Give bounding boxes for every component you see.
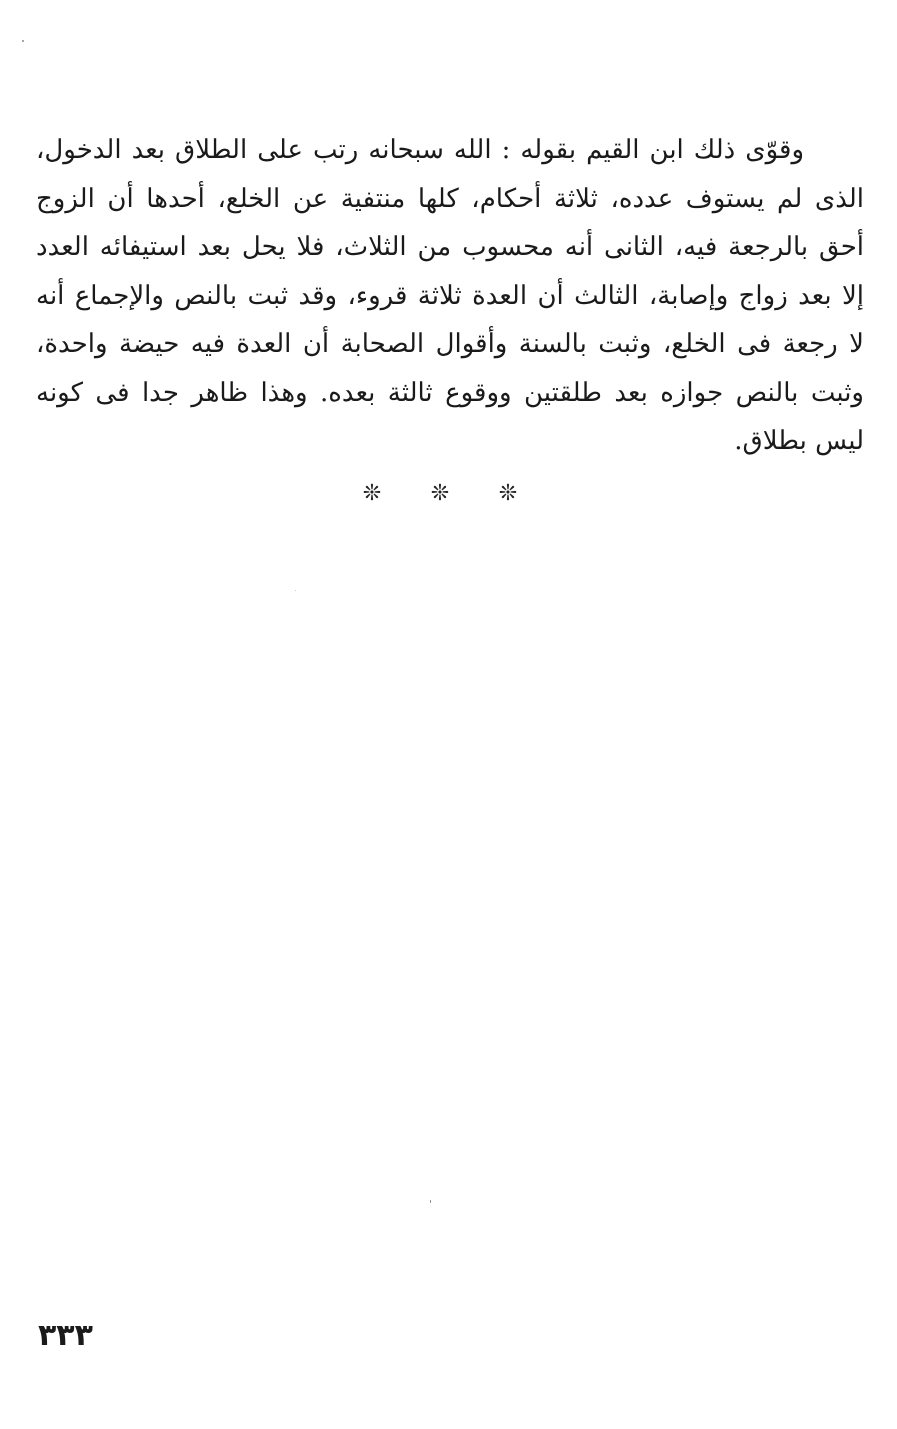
asterism-mark: ❊ [362,480,382,506]
paragraph-line: لا رجعة فى الخلع، وثبت بالسنة وأقوال الصحابة أن العدة فيه حيضة واحدة، [36,329,864,359]
paragraph-line: أحق بالرجعة فيه، الثانى أنه محسوب من الثلاث، فلا يحل بعد استيفائه العدد [36,232,864,262]
scan-speck [22,40,24,42]
scan-speck [430,1200,431,1203]
paragraph-line: الذى لم يستوف عدده، ثلاثة أحكام، كلها منتفية عن الخلع، أحدها أن الزوج [36,183,864,214]
asterism-mark: ❊ [430,480,450,506]
body-paragraph [36,126,864,466]
paragraph-line: وقوّى ذلك ابن القيم بقوله : الله سبحانه رتب على الطلاق بعد الدخول، [36,135,804,165]
page-number: ٣٣٣ [38,1318,93,1353]
asterism-mark: ❊ [498,480,518,506]
section-separator [360,478,520,508]
paragraph-line: ليس بطلاق. [734,426,864,456]
scan-speck [295,590,296,591]
paragraph-line: وثبت بالنص جوازه بعد طلقتين ووقوع ثالثة بعده. وهذا ظاهر جدا فى كونه [36,377,864,408]
paragraph-line: إلا بعد زواج وإصابة، الثالث أن العدة ثلاثة قروء، وقد ثبت بالنص والإجماع أنه [36,280,864,311]
